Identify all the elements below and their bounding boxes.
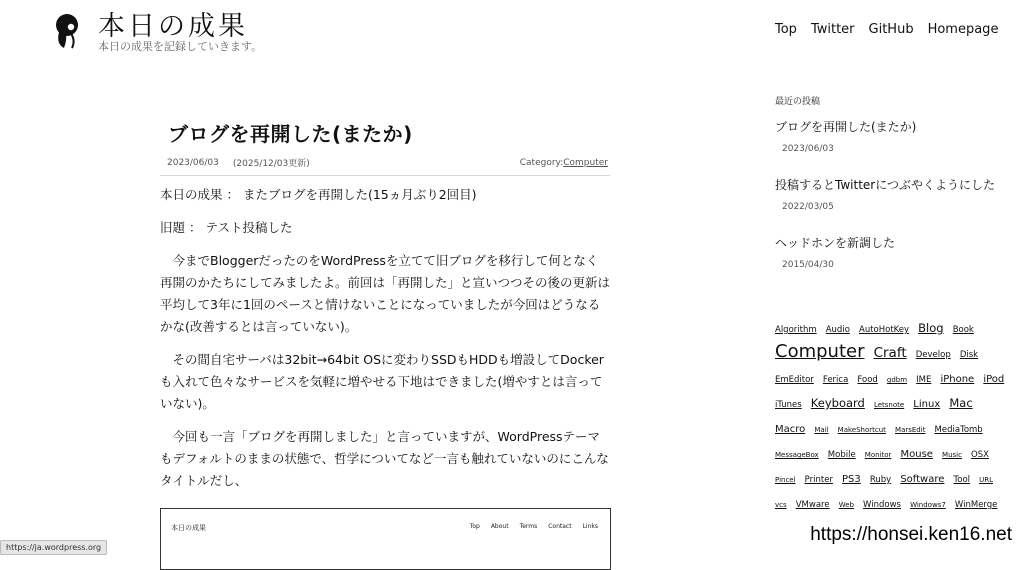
recent-post-date: 2015/04/30 [782, 260, 834, 270]
recent-posts-heading: 最近の投稿 [775, 97, 821, 107]
tag-link[interactable]: Audio [825, 325, 850, 335]
post-paragraph: 今までBloggerだったのをWordPressを立てて旧ブログを移行して何となく再開のかたちにしてみましたよ。前回は「再開した」と宣いつつその後の更新は平均して3年に1回のペースと情けないことになっていましたが今回はどうなるかな(改善するとは言っていない)。 [160, 253, 611, 334]
tag-link[interactable]: Keyboard [810, 396, 865, 410]
tag-link[interactable]: Craft [873, 345, 907, 361]
tag-link[interactable]: Blog [918, 321, 944, 335]
tag-link[interactable]: Ruby [869, 475, 892, 485]
tag-link[interactable]: Windows7 [910, 501, 946, 509]
tag-link[interactable]: iPhone [940, 374, 975, 385]
tag-link[interactable]: Mail [814, 426, 829, 434]
tag-link[interactable]: AutoHotKey [859, 325, 910, 335]
tag-link[interactable]: MediaTomb [934, 425, 983, 435]
recent-posts-list [775, 118, 1015, 270]
tag-link[interactable]: Linux [913, 399, 941, 410]
nav-top-link[interactable]: Top [775, 22, 797, 37]
site-description: 本日の成果を記録していきます。 [98, 40, 263, 53]
recent-post-date: 2022/03/05 [782, 202, 834, 212]
tag-link[interactable]: MessageBox [775, 451, 819, 459]
recent-post-date: 2023/06/03 [782, 144, 834, 154]
tag-link[interactable]: Web [838, 501, 854, 509]
tag-link[interactable]: MakeShortcut [837, 426, 886, 434]
tag-link[interactable]: WinMerge [954, 500, 998, 510]
embed-nav-item: Top [469, 523, 480, 530]
tag-link[interactable]: Printer [804, 475, 833, 485]
recent-post-link[interactable]: ブログを再開した(またか) [775, 120, 917, 134]
embed-nav-item: Links [582, 523, 598, 530]
top-nav [775, 22, 998, 37]
recent-post-link[interactable]: ヘッドホンを新調した [775, 236, 896, 250]
nav-homepage-link[interactable]: Homepage [927, 22, 999, 37]
post-article [160, 118, 610, 503]
embed-nav-item: About [490, 523, 509, 530]
tag-link[interactable]: vcs [775, 501, 787, 509]
post-paragraph: その間自宅サーバは32bit→64bit OSに変わりSSDもHDDも増設してDockerも入れて色々なサービスを気軽に増やせる下地はできました(増やすとは言っていない)。 [160, 352, 604, 411]
post-title[interactable]: ブログを再開した(またか) [168, 122, 413, 146]
tag-link[interactable]: Algorithm [775, 325, 817, 335]
post-date: 2023/06/03 [167, 157, 219, 168]
embed-nav-item: Contact [548, 523, 572, 530]
post-body [160, 184, 610, 492]
recent-post-item [775, 118, 1015, 154]
tag-link[interactable]: iPod [983, 374, 1005, 385]
nav-github-link[interactable]: GitHub [868, 22, 914, 37]
watermark-url: https://honsei.ken16.net [810, 524, 1012, 545]
tag-link[interactable]: Book [952, 325, 974, 335]
tag-link[interactable]: Computer [775, 341, 865, 362]
tag-link[interactable]: Tool [953, 475, 971, 485]
tag-link[interactable]: Pincel [775, 476, 796, 484]
tag-cloud [775, 316, 1015, 516]
tag-link[interactable]: Ferica [822, 375, 849, 385]
tag-link[interactable]: iTunes [775, 400, 802, 410]
sidebar [775, 94, 1015, 292]
tag-link[interactable]: Windows [863, 500, 901, 510]
link-status-bar: https://ja.wordpress.org [0, 540, 107, 555]
tag-link[interactable]: URL [979, 476, 993, 484]
tag-link[interactable]: Disk [959, 350, 979, 360]
tag-link[interactable]: IME [916, 375, 932, 385]
tag-link[interactable]: EmEditor [775, 375, 814, 385]
embed-nav-item: Terms [519, 523, 538, 530]
tag-link[interactable]: Food [857, 375, 878, 385]
tag-link[interactable]: Develop [915, 350, 951, 360]
tag-link[interactable]: PS3 [842, 474, 861, 485]
post-paragraph: 旧題 ： テスト投稿した [160, 220, 293, 235]
post-category [520, 158, 608, 168]
tag-link[interactable]: gdbm [886, 376, 908, 384]
embed-nav [470, 523, 598, 530]
recent-post-item [775, 176, 1015, 212]
tag-link[interactable]: OSX [971, 450, 989, 460]
recent-post-item [775, 234, 1015, 270]
tag-link[interactable]: Mouse [900, 449, 933, 460]
tag-link[interactable]: VMware [795, 500, 830, 510]
tag-link[interactable]: Music [942, 451, 962, 459]
post-meta [160, 156, 610, 176]
tag-link[interactable]: MarsEdit [895, 426, 926, 434]
tag-link[interactable]: Software [900, 474, 945, 485]
post-paragraph: 本日の成果 ： またブログを再開した(15ヵ月ぶり2回目) [160, 187, 477, 202]
embed-site-title: 本日の成果 [171, 524, 206, 532]
tag-link[interactable]: Macro [775, 424, 806, 435]
post-updated-date: (2025/12/03更新) [232, 159, 310, 169]
tag-link[interactable]: Letsnote [873, 401, 905, 409]
nav-twitter-link[interactable]: Twitter [810, 22, 855, 37]
tag-link[interactable]: Mac [949, 396, 973, 410]
embedded-site-preview [160, 508, 611, 570]
post-paragraph: 今回も一言「ブログを再開しました」と言っていますが、WordPressテーマもデフォルトのままの状態で、哲学についてなど一言も触れていないのにこんなタイトルだし、 [160, 429, 609, 488]
recent-post-link[interactable]: 投稿するとTwitterにつぶやくようにした [775, 178, 995, 192]
tag-link[interactable]: Monitor [864, 451, 892, 459]
category-link[interactable]: Computer [563, 157, 608, 168]
site-title[interactable]: 本日の成果 [98, 11, 248, 42]
category-label: Category: [519, 157, 564, 168]
site-logo-icon [52, 10, 86, 50]
tag-link[interactable]: Mobile [827, 450, 856, 460]
